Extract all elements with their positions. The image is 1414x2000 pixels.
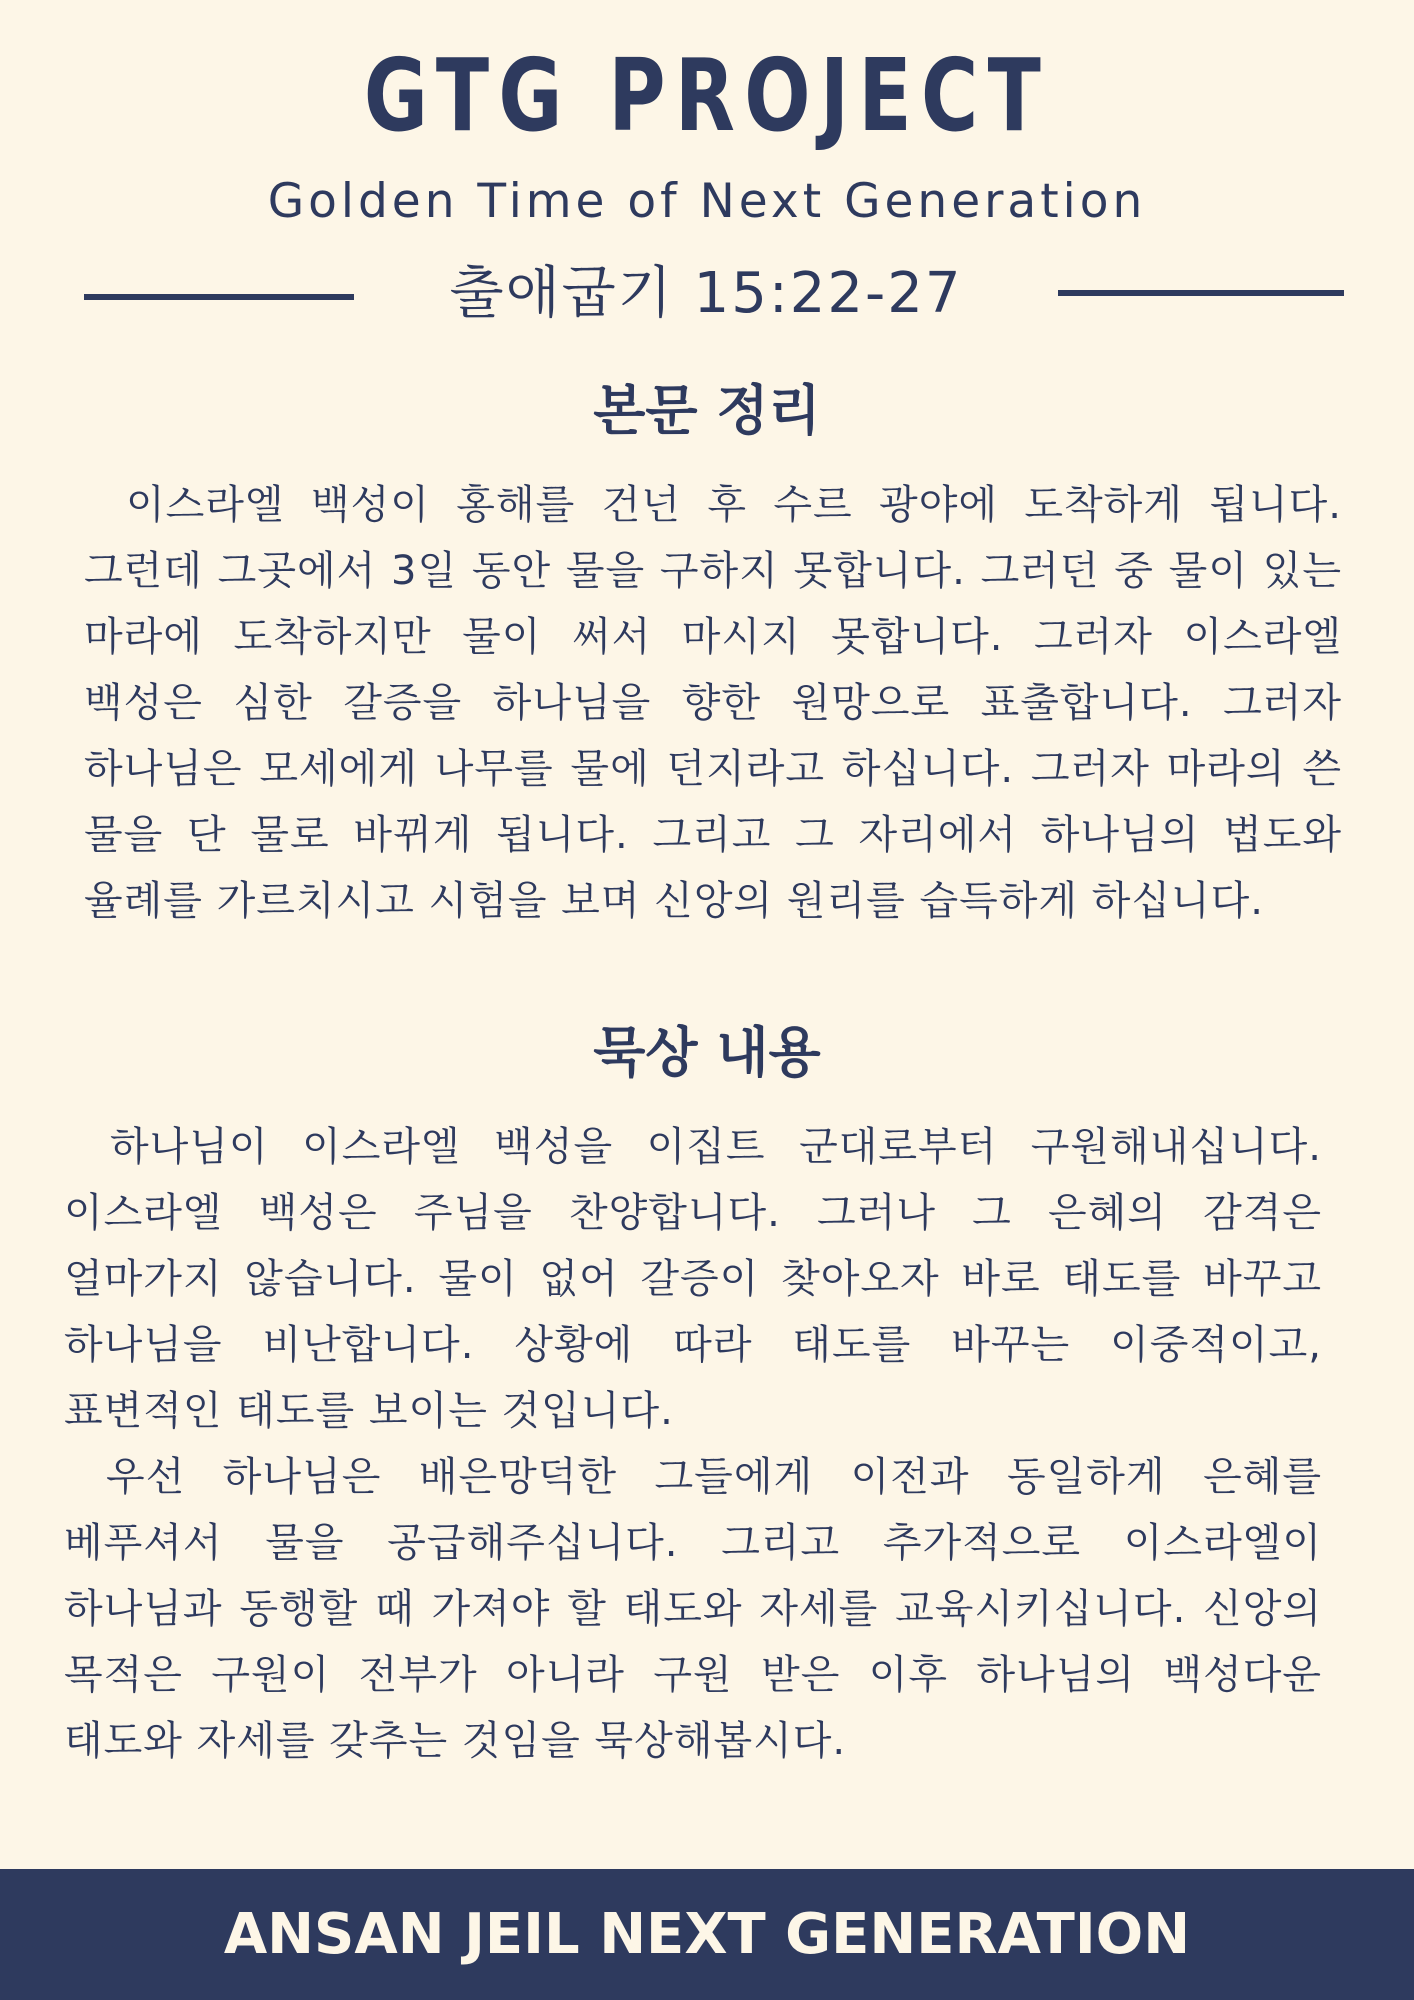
summary-paragraph: 이스라엘 백성이 홍해를 건넌 후 수르 광야에 도착하게 됩니다. 그런데 그곳에서 3일 동안 물을 구하지 못합니다. 그러던 중 물이 있는 마라에 도착하지만 물이 써서 마시지 못합니다. 그러자 이스라엘 백성은 심한 갈증을 하나님을 향한 원망으로 표출합니다. 그러자 하나님은 모세에게 나무를 물에 던지라고 하십니다. 그러자 마라의 쓴 물을 단 물로 바뀌게 됩니다. 그리고 그 자리에서 하나님의 법도와 율례를 가르치시고 시험을 보며 신앙의 원리를 습득하게 하십니다. [84, 482, 1342, 924]
meditation-paragraph-1: 하나님이 이스라엘 백성을 이집트 군대로부터 구원해내십니다. 이스라엘 백성은 주님을 찬양합니다. 그러나 그 은혜의 감격은 얼마가지 않습니다. 물이 없어 갈증이 찾아오자 바로 태도를 바꾸고 하나님을 비난합니다. 상황에 따라 태도를 바꾸는 이중적이고, 표변적인 태도를 보이는 것입니다. [64, 1124, 1322, 1434]
scripture-reference: 출애굽기 15:22-27 [449, 261, 963, 326]
left-divider-line [84, 294, 354, 300]
meditation-paragraph-2: 우선 하나님은 배은망덕한 그들에게 이전과 동일하게 은혜를 베푸셔서 물을 공급해주십니다. 그리고 추가적으로 이스라엘이 하나님과 동행할 때 가져야 할 태도와 자세를 교육시키십니다. 신앙의 목적은 구원이 전부가 아니라 구원 받은 이후 하나님의 백성다운 태도와 자세를 갖추는 것임을 묵상해봅시다. [64, 1454, 1322, 1764]
page-title: GTG PROJECT [363, 37, 1051, 154]
page-subtitle: Golden Time of Next Generation [267, 174, 1147, 229]
footer-banner [0, 1869, 1414, 2000]
footer-text: ANSAN JEIL NEXT GENERATION [223, 1902, 1191, 1967]
right-divider-line [1058, 290, 1344, 296]
summary-heading: 본문 정리 [593, 379, 821, 442]
meditation-heading: 묵상 내용 [593, 1021, 821, 1084]
